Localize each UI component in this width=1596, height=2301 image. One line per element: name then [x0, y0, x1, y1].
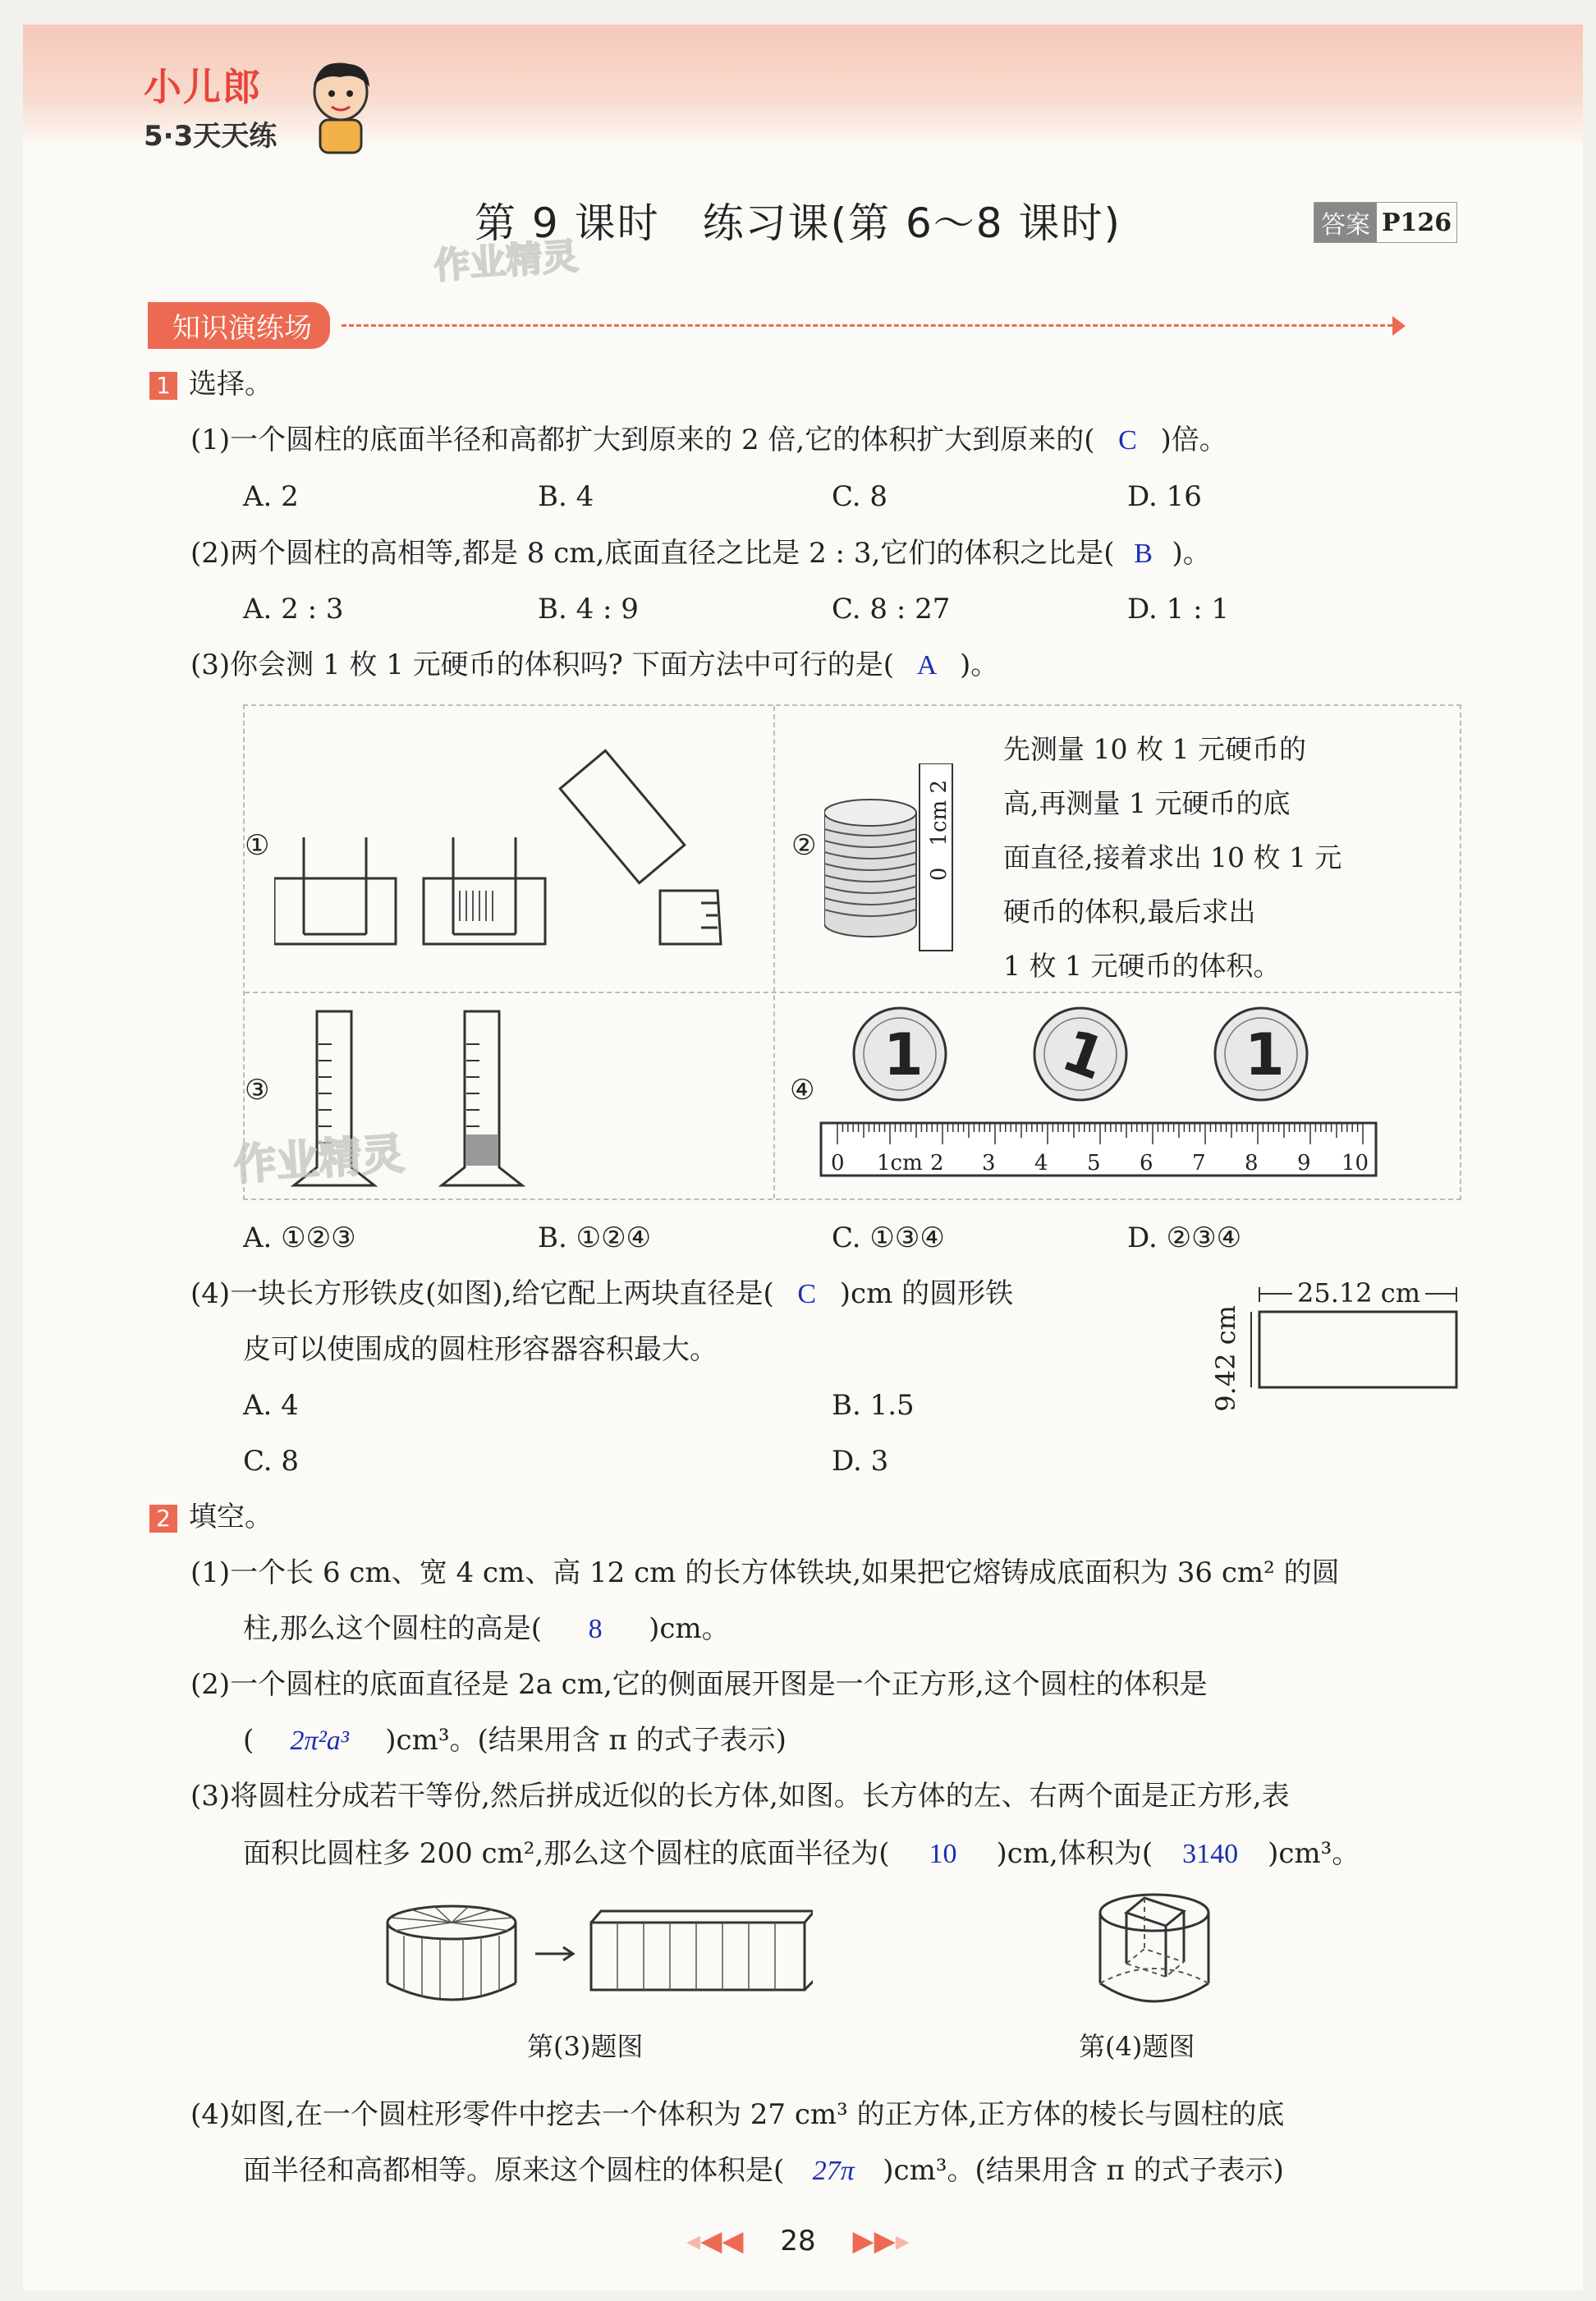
page-title: 第 9 课时 练习课(第 6～8 课时) — [474, 199, 1122, 247]
coin-2-digit: 1 — [1053, 1016, 1115, 1093]
ruler-label: 1cm — [877, 1151, 923, 1176]
q1-p2-stem — [190, 537, 1211, 571]
q1-p3-text-b: )。 — [959, 649, 999, 681]
sheet-width-label: 25.12 cm — [1292, 1277, 1425, 1309]
q2-p4-line2 — [243, 2154, 1284, 2189]
q2-p4-line1: (4)如图,在一个圆柱形零件中挖去一个体积为 27 cm³ 的正方体,正方体的棱长与圆柱的底 — [190, 2098, 1285, 2131]
q2-p1-line1: (1)一个长 6 cm、宽 4 cm、高 12 cm 的长方体铁块,如果把它熔铸成底面积为 36 cm² 的圆 — [190, 1556, 1340, 1589]
section-divider — [342, 324, 1392, 327]
q1-p3-opt-b[interactable]: B. ①②④ — [538, 1222, 652, 1254]
q1-p4-stem-cont: 皮可以使围成的圆柱形容器容积最大。 — [243, 1333, 718, 1366]
q2-p4-answer[interactable]: 27π — [812, 2156, 855, 2186]
ruler-label: 8 — [1245, 1151, 1259, 1176]
q1-heading — [149, 368, 273, 401]
next-arrow-icon: ▶▶ — [852, 2225, 896, 2257]
q1-p4-text-b: )cm 的圆形铁 — [839, 1277, 1014, 1310]
answer-reference — [1314, 202, 1457, 243]
ruler-label: 9 — [1297, 1151, 1311, 1176]
prev-arrow-icon: ◀◀ — [700, 2225, 744, 2257]
q2-p1-answer[interactable]: 8 — [588, 1614, 603, 1644]
figure-3-caption: 第(3)题图 — [527, 2031, 644, 2062]
watermark: 作业精灵 — [432, 235, 580, 288]
q1-p4-opt-b[interactable]: B. 1.5 — [832, 1389, 915, 1422]
watermark: 作业精灵 — [232, 1129, 406, 1191]
arrow-right-icon — [1392, 316, 1406, 336]
method-2-line: 1 枚 1 元硬币的体积。 — [1003, 950, 1281, 982]
ruler-label: 7 — [1192, 1151, 1206, 1176]
coin-1-digit: 1 — [883, 1021, 924, 1089]
method-2-line: 高,再测量 1 元硬币的底 — [1003, 787, 1291, 819]
next-arrow-icon: ▸ — [895, 2225, 910, 2257]
q2-p2-text-a: ( — [243, 1724, 255, 1757]
method-grid — [232, 704, 1461, 1200]
q2-p3-line1: (3)将圆柱分成若干等份,然后拼成近似的长方体,如图。长方体的左、右两个面是正方形,表 — [190, 1780, 1290, 1813]
q2-p3-answer-radius[interactable]: 10 — [929, 1839, 957, 1869]
q1-p1-stem — [190, 424, 1227, 458]
ruler-labels — [819, 1151, 1378, 1180]
q2-number: 2 — [149, 1505, 177, 1533]
q1-p1-opt-c[interactable]: C. 8 — [832, 480, 888, 513]
method-2-label: ② — [791, 829, 817, 862]
method-2-line: 先测量 10 枚 1 元硬币的 — [1003, 733, 1306, 765]
q1-p4-answer[interactable]: C — [797, 1279, 817, 1309]
method-1-label: ① — [245, 829, 270, 862]
ruler-label: 3 — [982, 1151, 996, 1176]
coins-row-figure — [844, 1003, 1435, 1102]
page-footer — [0, 2225, 1596, 2257]
q1-p3-answer[interactable]: A — [916, 650, 938, 681]
page-number: 28 — [780, 2225, 816, 2257]
q2-p2-answer[interactable]: 2π²a³ — [290, 1726, 349, 1756]
q2-p3-text-c: )cm³。 — [1268, 1837, 1360, 1870]
vertical-ruler-label: 0 1cm 2 — [927, 780, 952, 882]
q1-p1-text-b: )倍。 — [1160, 424, 1227, 456]
q1-p3-opt-d[interactable]: D. ②③④ — [1127, 1222, 1242, 1254]
q1-p1-opt-a[interactable]: A. 2 — [243, 480, 299, 513]
brand-name: 小儿郎 — [144, 65, 262, 109]
q1-p2-opt-d[interactable]: D. 1 : 1 — [1127, 593, 1229, 626]
q2-p2-line1: (2)一个圆柱的底面直径是 2a cm,它的侧面展开图是一个正方形,这个圆柱的体积是 — [190, 1668, 1208, 1701]
prev-arrow-icon: ◂ — [686, 2225, 701, 2257]
q1-p3-opt-a[interactable]: A. ①②③ — [243, 1222, 356, 1254]
method-2-line: 面直径,接着求出 10 枚 1 元 — [1003, 841, 1342, 873]
q1-p2-text-b: )。 — [1172, 537, 1211, 570]
q2-p1-text-b: )cm。 — [649, 1612, 730, 1645]
answer-label: 答案 — [1314, 203, 1377, 242]
q2-p3-line2 — [243, 1837, 1360, 1872]
q1-p1-opt-d[interactable]: D. 16 — [1127, 480, 1202, 513]
q1-p3-stem — [190, 649, 998, 683]
ruler-label: 4 — [1034, 1151, 1048, 1176]
q1-p4-opt-a[interactable]: A. 4 — [243, 1389, 299, 1422]
q2-p1-line2 — [243, 1612, 730, 1647]
q2-p1-text-a: 柱,那么这个圆柱的高是( — [243, 1612, 543, 1645]
q2-heading — [149, 1501, 273, 1534]
coin-3-digit: 1 — [1245, 1021, 1285, 1089]
ruler-label: 6 — [1140, 1151, 1153, 1176]
q1-p4-stem — [190, 1277, 1013, 1312]
ruler-label: 5 — [1087, 1151, 1101, 1176]
q1-p1-opt-b[interactable]: B. 4 — [538, 480, 594, 513]
ruler-label: 0 — [831, 1151, 845, 1176]
q1-p4-opt-c[interactable]: C. 8 — [243, 1445, 300, 1478]
q1-p2-opt-c[interactable]: C. 8 : 27 — [832, 593, 951, 626]
q1-p1-text-a: (1)一个圆柱的底面半径和高都扩大到原来的 2 倍,它的体积扩大到原来的( — [190, 424, 1095, 456]
q1-p3-opt-c[interactable]: C. ①③④ — [832, 1222, 945, 1254]
q2-p3-text-b: )cm,体积为( — [996, 1837, 1153, 1870]
water-displacement-figure — [274, 747, 734, 969]
brand-logo — [144, 57, 277, 154]
q1-p2-text-a: (2)两个圆柱的高相等,都是 8 cm,底面直径之比是 2 : 3,它们的体积之比是( — [190, 537, 1115, 570]
q1-p1-answer[interactable]: C — [1118, 425, 1137, 456]
q1-number: 1 — [149, 372, 177, 400]
q1-p2-opt-b[interactable]: B. 4 : 9 — [538, 593, 639, 626]
q2-p4-text-a: 面半径和高都相等。原来这个圆柱的体积是( — [243, 2154, 785, 2187]
q2-p3-answer-volume[interactable]: 3140 — [1182, 1839, 1239, 1869]
brand-series: 5·3天天练 — [144, 120, 277, 153]
method-3-label: ③ — [245, 1074, 270, 1107]
q1-p4-text-a: (4)一块长方形铁皮(如图),给它配上两块直径是( — [190, 1277, 774, 1310]
cylinder-cube-figure — [1097, 1888, 1212, 2011]
q1-p4-opt-d[interactable]: D. 3 — [832, 1445, 889, 1478]
method-2-description — [1003, 722, 1341, 993]
mascot-icon — [304, 59, 378, 158]
method-2-line: 硬币的体积,最后求出 — [1003, 896, 1256, 928]
q1-heading-text: 选择。 — [189, 368, 273, 401]
q1-p3-text-a: (3)你会测 1 枚 1 元硬币的体积吗? 下面方法中可行的是( — [190, 649, 894, 681]
q2-p2-line2 — [243, 1724, 787, 1758]
q2-p2-text-b: )cm³。(结果用含 π 的式子表示) — [385, 1724, 787, 1757]
answer-page: P126 — [1382, 208, 1452, 237]
q2-p3-text-a: 面积比圆柱多 200 cm²,那么这个圆柱的底面半径为( — [243, 1837, 890, 1870]
section-header — [148, 302, 1406, 349]
sheet-height-label: 9.42 cm — [1210, 1305, 1241, 1412]
ruler-label: 10 — [1341, 1151, 1369, 1176]
section-label: 知识演练场 — [148, 302, 330, 349]
q1-p2-answer[interactable]: B — [1134, 539, 1153, 569]
method-4-label: ④ — [790, 1074, 815, 1107]
figure-4-caption: 第(4)题图 — [1079, 2031, 1195, 2062]
ruler-label: 2 — [930, 1151, 944, 1176]
q2-heading-text: 填空。 — [189, 1501, 273, 1533]
cylinder-to-cuboid-figure — [386, 1901, 813, 2008]
q1-p2-opt-a[interactable]: A. 2 : 3 — [243, 593, 344, 626]
q2-p4-text-b: )cm³。(结果用含 π 的式子表示) — [883, 2154, 1284, 2187]
grid-divider-v — [773, 706, 775, 1199]
